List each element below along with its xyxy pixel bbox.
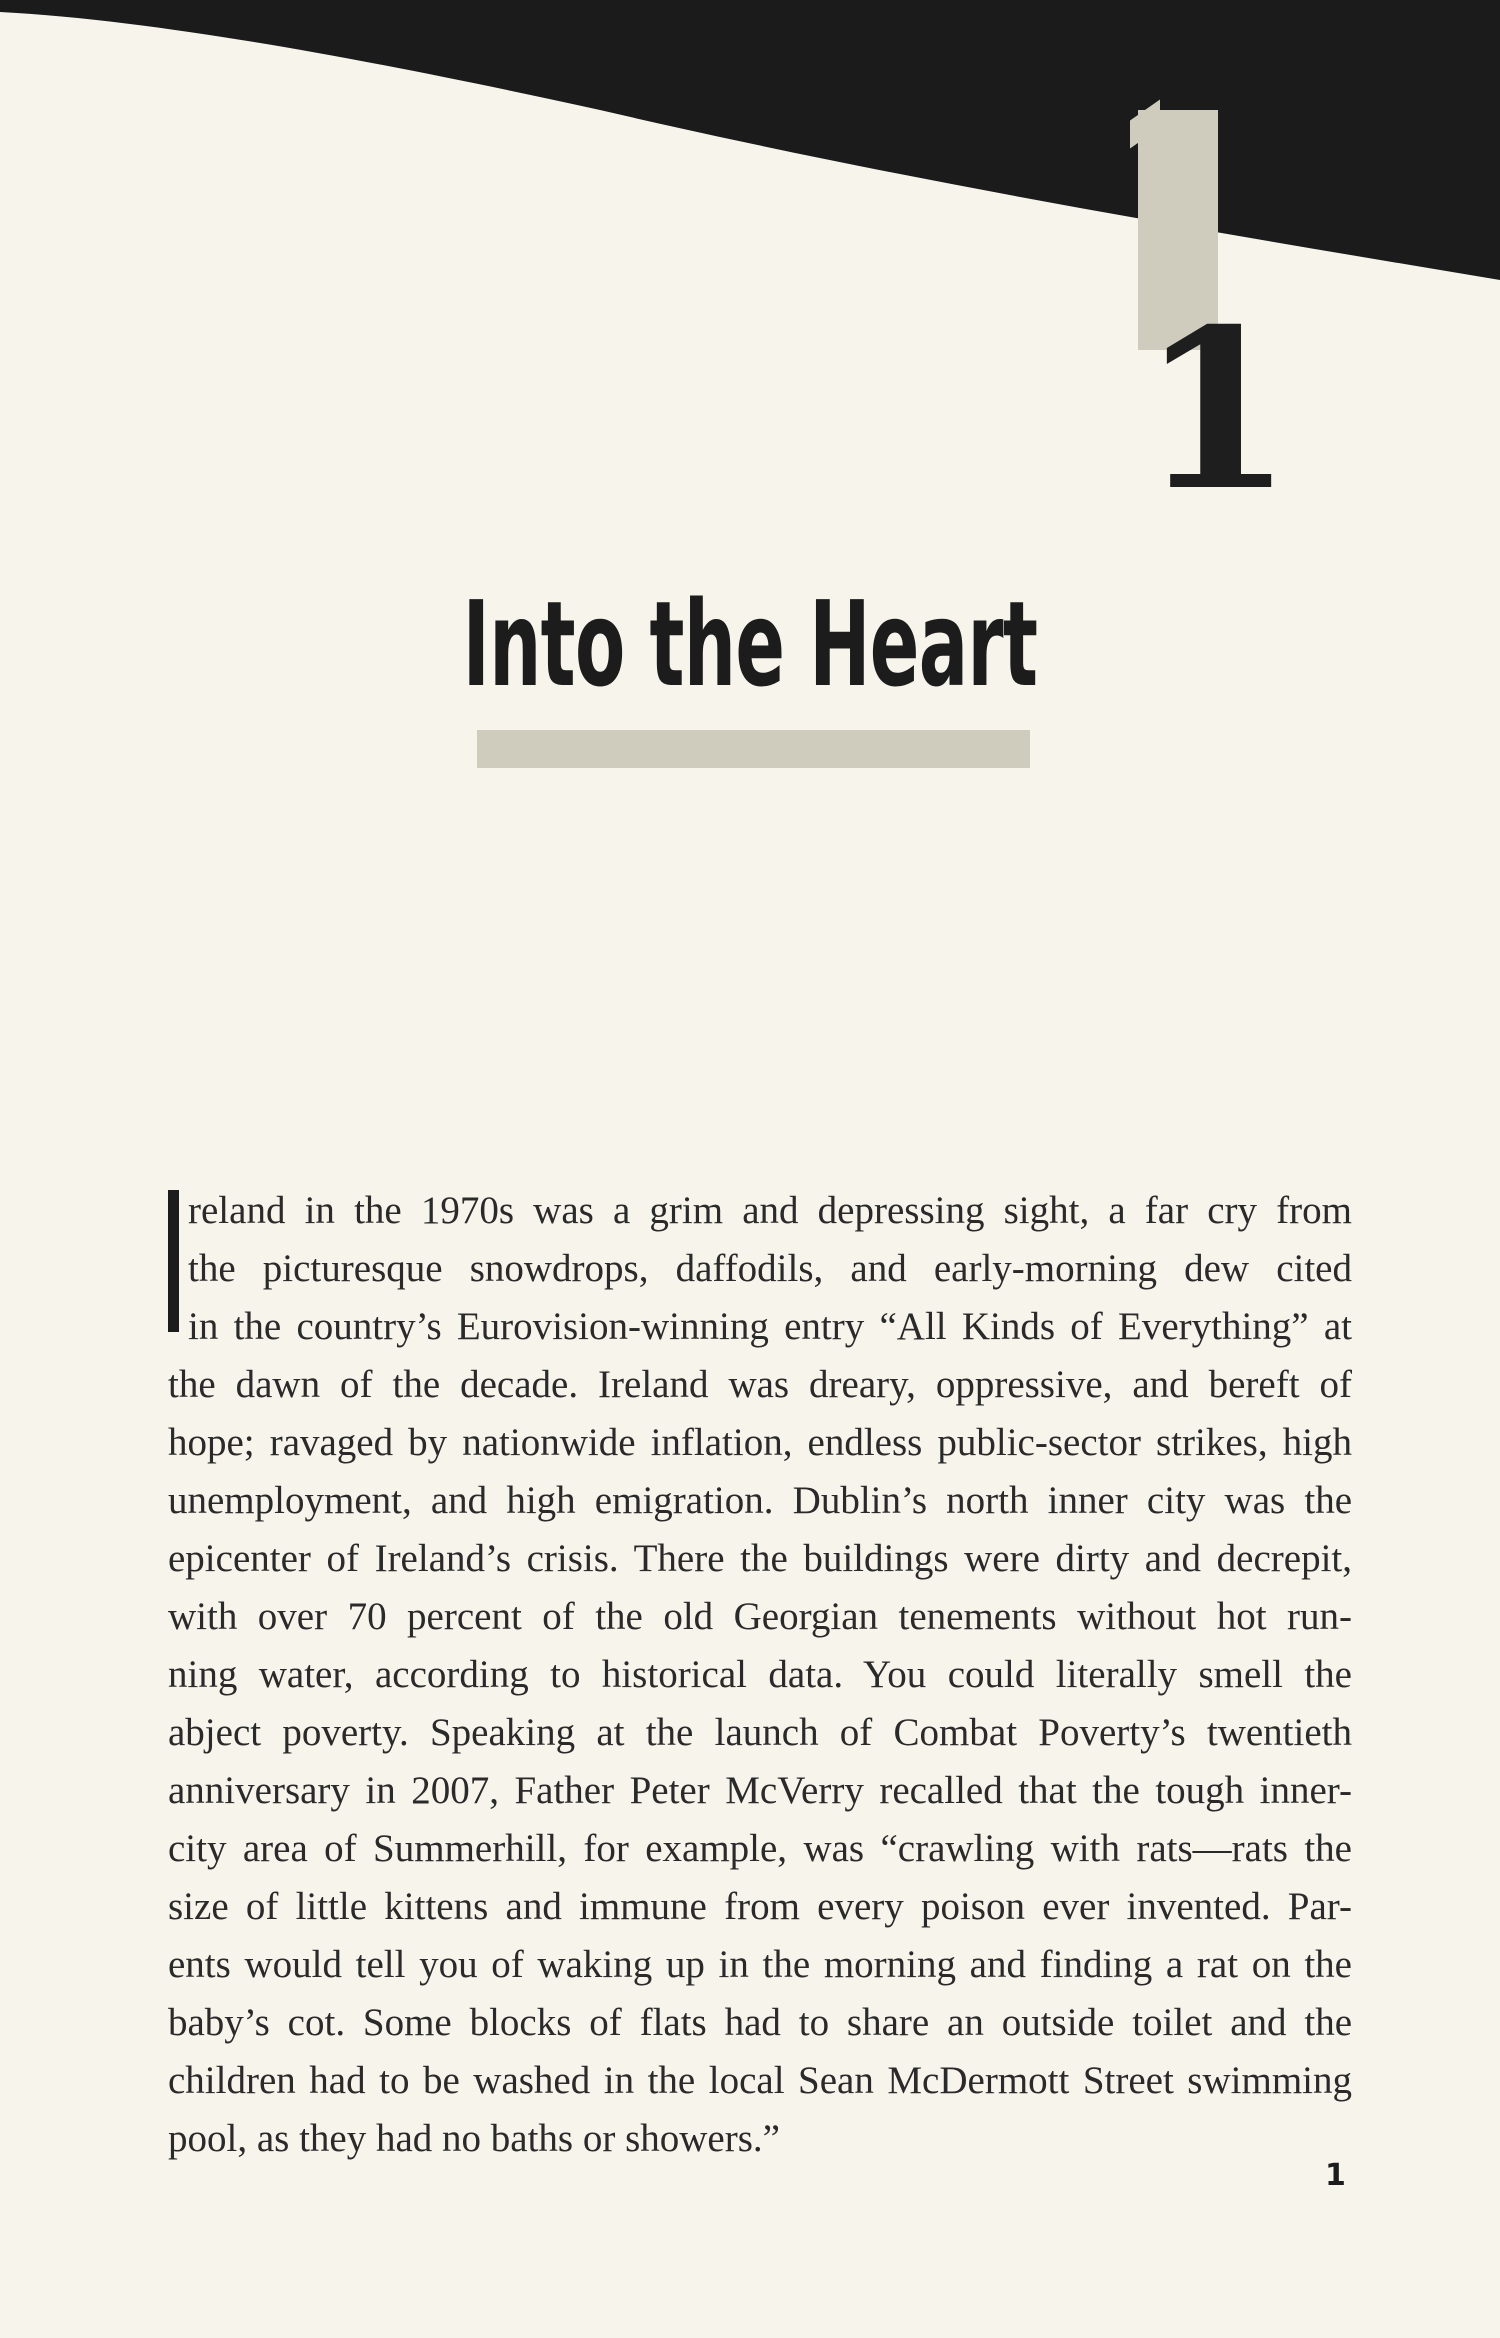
body-line: pool, as they had no baths or showers.” bbox=[168, 2117, 780, 2160]
body-line: the dawn of the decade. Ireland was dreary, oppressive, and bereft of bbox=[168, 1363, 1352, 1406]
body-line: the picturesque snowdrops, daffodils, and early-morning dew cited bbox=[188, 1247, 1352, 1290]
chapter-title: Into the Heart bbox=[462, 575, 1038, 713]
title-underline-bar bbox=[477, 730, 1030, 768]
body-line: unemployment, and high emigration. Dublin’s north inner city was the bbox=[168, 1479, 1352, 1522]
body-line: anniversary in 2007, Father Peter McVerry recalled that the tough inner- bbox=[168, 1769, 1352, 1812]
body-line: ning water, according to historical data. You could literally smell the bbox=[168, 1653, 1352, 1696]
body-line: hope; ravaged by nationwide inflation, endless public-sector strikes, high bbox=[168, 1421, 1352, 1464]
body-line: with over 70 percent of the old Georgian tenements without hot run- bbox=[168, 1595, 1352, 1638]
header-dark-swoosh bbox=[0, 0, 1500, 300]
body-line: baby’s cot. Some blocks of flats had to share an outside toilet and the bbox=[168, 2001, 1352, 2044]
body-line: city area of Summerhill, for example, was “crawling with rats—rats the bbox=[168, 1827, 1352, 1870]
page-number: 1 bbox=[1325, 2158, 1346, 2193]
body-line: ents would tell you of waking up in the morning and finding a rat on the bbox=[168, 1943, 1352, 1986]
body-line: size of little kittens and immune from every poison ever invented. Par- bbox=[168, 1885, 1352, 1928]
body-line: in the country’s Eurovision-winning entry “All Kinds of Everything” at bbox=[188, 1305, 1352, 1348]
body-line: reland in the 1970s was a grim and depressing sight, a far cry from bbox=[188, 1189, 1352, 1232]
body-paragraph bbox=[168, 1182, 1352, 2168]
body-line: abject poverty. Speaking at the launch of Combat Poverty’s twentieth bbox=[168, 1711, 1352, 1754]
body-line: children had to be washed in the local Sean McDermott Street swimming bbox=[168, 2059, 1352, 2102]
chapter-number: 1 bbox=[1140, 280, 1294, 539]
body-line: epicenter of Ireland’s crisis. There the buildings were dirty and decrepit, bbox=[168, 1537, 1352, 1580]
